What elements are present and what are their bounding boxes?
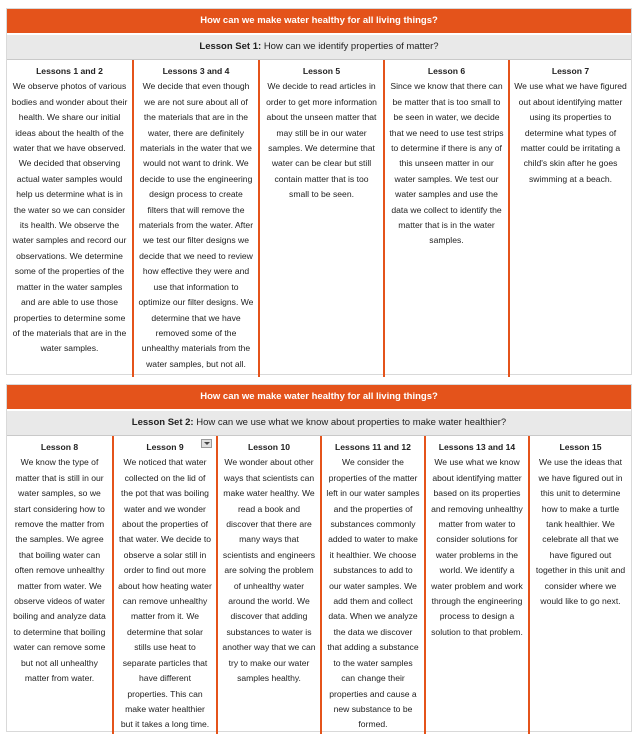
lesson-title: Lessons 11 and 12: [335, 442, 411, 452]
lesson-title: Lesson 15: [559, 442, 602, 452]
lesson-text: We decide to read articles in order to get more information about the unseen matter that may still be in our water samples. We determine that water can be clear but still contain matter that is too small to be seen.: [266, 81, 377, 200]
dropdown-arrow-icon[interactable]: [201, 439, 212, 448]
lesson-cell: [7, 60, 132, 377]
lesson-set-1-table: [6, 8, 632, 375]
lesson-title: Lesson 6: [427, 66, 466, 76]
lesson-set-2-table: [6, 384, 632, 732]
lesson-cell: [132, 60, 258, 377]
lesson-cell: [7, 436, 112, 734]
lesson-title: Lesson 10: [247, 442, 291, 452]
set-1-subheader: [7, 33, 631, 60]
lesson-text: Since we know that there can be matter that is too small to be seen in water, we decide that we need to use test strips to determine if there is any of this unseen matter in our water samples. We test our water samples and use the data we collect to identify the matter that is in the water samples.: [389, 81, 504, 246]
set-2-question: How can we use what we know about properties to make water healthier?: [196, 417, 507, 428]
lesson-title: Lessons 1 and 2: [36, 66, 103, 76]
set-2-banner: How can we make water healthy for all living things?: [7, 385, 631, 409]
lesson-cell: [258, 60, 383, 377]
set-2-subheader: [7, 409, 631, 436]
lesson-text: We use what we have figured out about identifying matter using its properties to determine what types of matter could be irritating a child's skin after he goes swimming at a beach.: [514, 81, 627, 184]
lesson-cell: [383, 60, 508, 377]
set-2-lessons-row: [7, 436, 631, 734]
lesson-cell: [508, 60, 631, 377]
lesson-cell: [216, 436, 320, 734]
lesson-cell: [320, 436, 424, 734]
lesson-cell: [112, 436, 216, 734]
lesson-text: We decide that even though we are not sure about all of the materials that are in the water, there are definitely materials in the water that we would not want to drink. We decide to use the engineering design process to create filters that will remove the materials from the water. After we test our filter designs we decide that we need to review how effective they were and use that information to optimize our filter designs. We determine that we have removed some of the unhealthy materials from the water samples, but not all.: [138, 81, 254, 369]
lesson-text: We know the type of matter that is still in our water samples, so we start considering how to remove the matter from the samples. We agree that boiling water can often remove unhealthy matter from water. We observe videos of water boiling and analyze data to determine that boiling water can remove some but not all unhealthy matter from water.: [13, 457, 106, 684]
lesson-text: We observe photos of various bodies and wonder about their health. We share our initial ideas about the health of the water that we have observed. We decided that observing actual water samples would help us determine what is in the water so we can consider its health. We observe the water samples and record our observations. We determine some of the properties of the matter in the water samples and are able to use those properties to determine some of the materials that are in the water samples.: [11, 81, 128, 354]
lesson-text: We noticed that water collected on the lid of the pot that was boiling water and we wonder about the properties of that water. We decide to observe a solar still in order to find out more about how heating water can remove unhealthy matter from it. We determine that solar stills use heat to separate particles that have different properties. This can make water healthier but it takes a long time.: [118, 457, 212, 730]
set-1-lessons-row: [7, 60, 631, 377]
lesson-title: Lessons 13 and 14: [438, 442, 516, 452]
lesson-title: Lesson 8: [40, 442, 79, 452]
set-2-label: Lesson Set 2:: [131, 417, 194, 428]
lesson-text: We wonder about other ways that scientists can make water healthy. We read a book and discover that there are many ways that scientists and engineers are solving the problem of unhealthy water around the world. We discover that adding substances to water is another way that we can try to make our water samples healthy.: [222, 457, 316, 684]
lesson-cell: [528, 436, 631, 734]
set-1-question: How can we identify properties of matter?: [263, 41, 439, 52]
lesson-text: We consider the properties of the matter left in our water samples and the properties of substances commonly added to water to make it healthier. We choose substances to add to our water samples. We add them and collect data. When we analyze the data we discover that adding a substance to the water samples can change their properties and cause a new substance to be formed.: [326, 457, 420, 730]
lesson-text: We use the ideas that we have figured out in this unit to determine how to make a turtle tank healthier. We celebrate all that we have figured out together in this unit and consider where we would like to go next.: [535, 457, 626, 607]
set-1-banner: How can we make water healthy for all living things?: [7, 9, 631, 33]
lesson-title: Lesson 7: [551, 66, 590, 76]
set-1-label: Lesson Set 1:: [199, 41, 262, 52]
lesson-title: Lesson 5: [302, 66, 341, 76]
lesson-text: We use what we know about identifying matter based on its properties and removing unhealthy matter from water to consider solutions for water problems in the world. We identify a water problem and work through the engineering process to design a solution to that problem.: [431, 457, 523, 637]
lesson-cell: [424, 436, 528, 734]
lesson-title: Lesson 9: [146, 442, 184, 452]
lesson-title: Lessons 3 and 4: [162, 66, 230, 76]
